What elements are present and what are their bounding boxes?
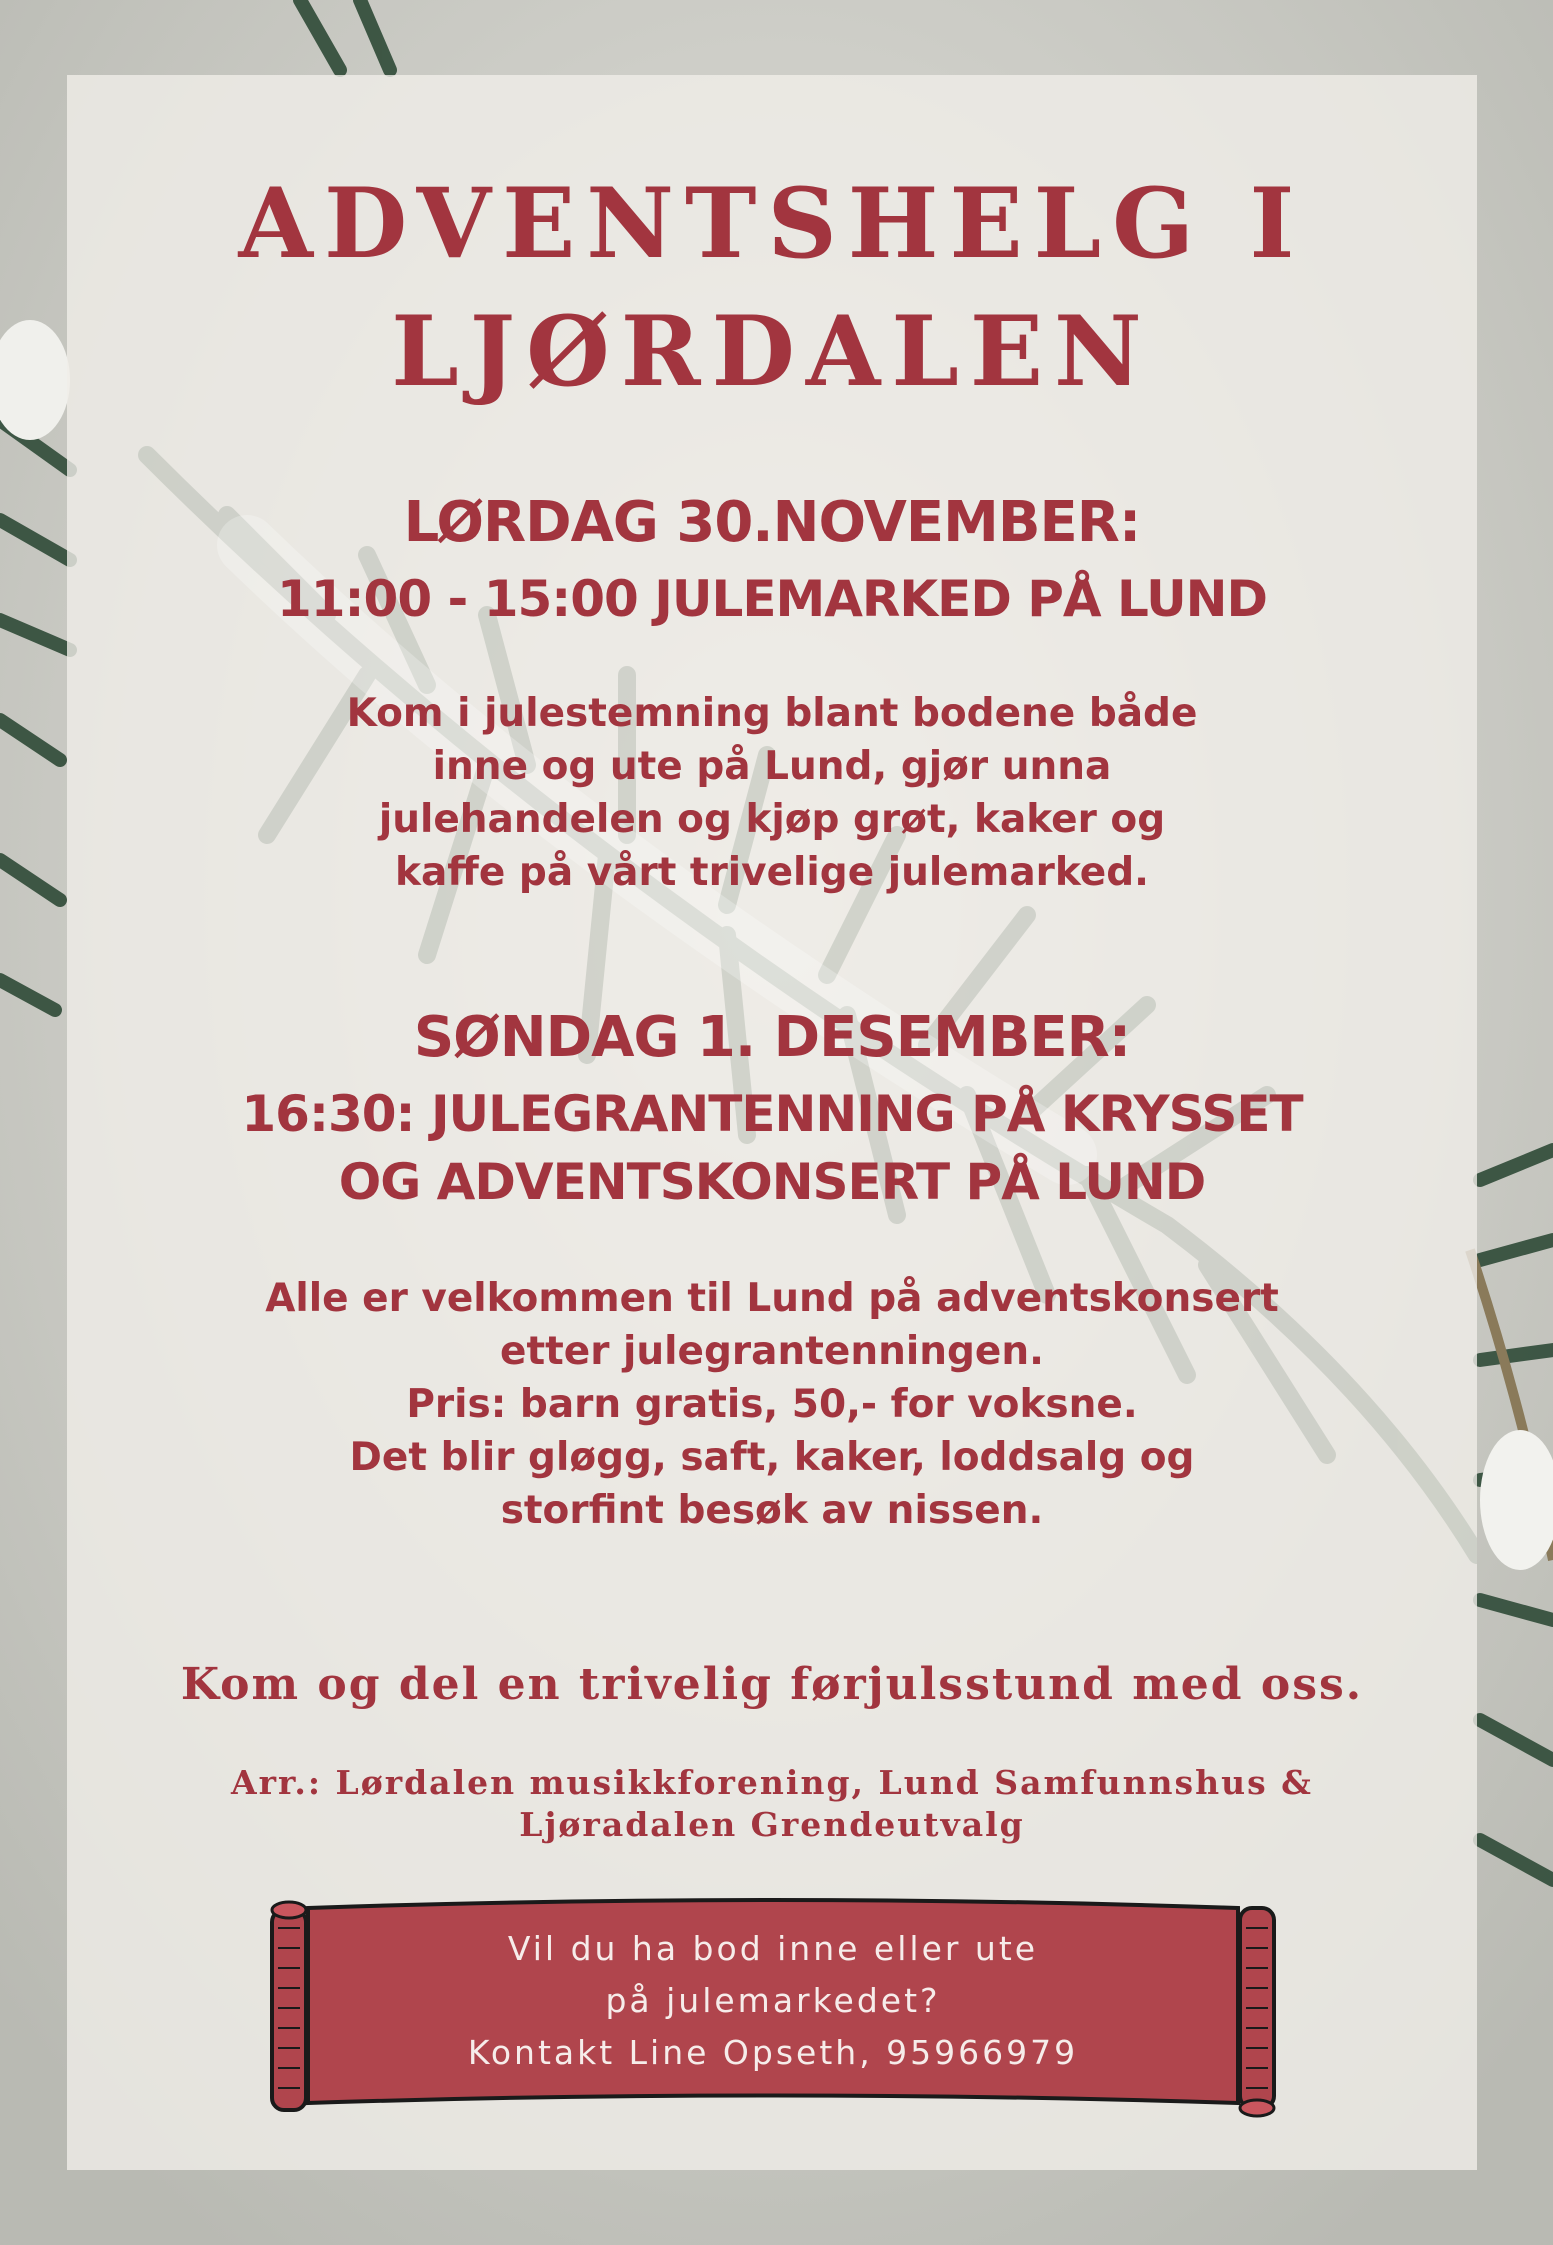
sunday-text-line: Pris: barn gratis, 50,- for voksne. <box>406 1382 1138 1427</box>
sunday-heading: SØNDAG 1. DESEMBER: <box>413 1005 1131 1070</box>
organizers-line: Arr.: Lørdalen musikkforening, Lund Samfunnshus & <box>231 1763 1313 1802</box>
saturday-text-line: Kom i julestemning blant bodene både <box>346 691 1198 736</box>
saturday-description <box>67 687 1477 899</box>
saturday-subheading: 11:00 - 15:00 JULEMARKED PÅ LUND <box>276 570 1268 628</box>
sunday-text-line: storfint besøk av nissen. <box>500 1488 1044 1533</box>
sunday-text-line: etter julegrantenningen. <box>500 1329 1044 1374</box>
title-line-2: LJØRDALEN <box>391 295 1153 408</box>
banner-line: Vil du ha bod inne eller ute <box>507 1929 1039 1968</box>
banner-line: Kontakt Line Opseth, 95966979 <box>467 2033 1079 2072</box>
saturday-text-line: kaffe på vårt trivelige julemarked. <box>395 850 1149 895</box>
poster-title <box>67 160 1477 416</box>
sunday-subheading-line: OG ADVENTSKONSERT PÅ LUND <box>338 1153 1206 1211</box>
sunday-text-line: Alle er velkommen til Lund på adventskonsert <box>265 1276 1279 1321</box>
title-line-1: ADVENTSHELG I <box>238 167 1306 280</box>
saturday-text-line: julehandelen og kjøp grøt, kaker og <box>378 797 1166 842</box>
sunday-description <box>67 1272 1477 1537</box>
organizers-line: Ljøradalen Grendeutvalg <box>519 1805 1025 1844</box>
banner-text <box>268 1923 1278 2079</box>
banner-line: på julemarkedet? <box>605 1981 941 2020</box>
sunday-text-line: Det blir gløgg, saft, kaker, loddsalg og <box>349 1435 1195 1480</box>
sunday-subheading <box>67 1080 1477 1216</box>
sunday-subheading-line: 16:30: JULEGRANTENNING PÅ KRYSSET <box>241 1085 1303 1143</box>
saturday-text-line: inne og ute på Lund, gjør unna <box>432 744 1112 789</box>
closing-line: Kom og del en trivelig førjulsstund med oss. <box>180 1659 1364 1710</box>
saturday-heading: LØRDAG 30.NOVEMBER: <box>403 490 1141 555</box>
organizers <box>67 1762 1477 1846</box>
